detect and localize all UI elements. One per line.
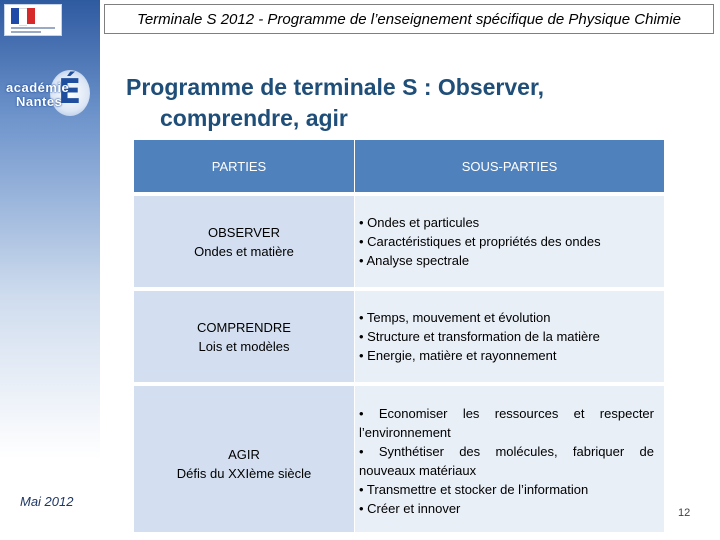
- table-row: [134, 291, 665, 386]
- header-bar: [104, 4, 714, 34]
- list-item: • Temps, mouvement et évolution: [359, 310, 551, 325]
- list-item: • Ondes et particules: [359, 215, 480, 230]
- partie-name: COMPRENDRE: [197, 319, 291, 335]
- slide-title: [126, 72, 646, 134]
- sous-parties-cell: [355, 291, 665, 386]
- list-item: • Energie, matière et rayonnement: [359, 348, 557, 363]
- table-row: [134, 196, 665, 291]
- republique-logo: [4, 4, 62, 36]
- list-item: • Transmettre et stocker de l’information: [359, 482, 589, 497]
- list-item: • Synthétiser des molécules, fabriquer de nouveaux matériaux: [359, 444, 654, 478]
- header-cell-parties: PARTIES: [134, 140, 355, 196]
- header-title: Terminale S 2012 - Programme de l’enseignement spécifique de Physique Chimie: [137, 10, 681, 28]
- sidebar-band: [0, 0, 100, 540]
- date-footer: Mai 2012: [20, 494, 74, 509]
- partie-subtitle: Ondes et matière: [194, 243, 294, 259]
- partie-cell: [134, 196, 355, 291]
- slide-title-line1: Programme de terminale S : Observer,: [126, 74, 545, 100]
- academie-nantes-logo: É académie Nantes: [6, 70, 90, 118]
- list-item: • Caractéristiques et propriétés des ondes: [359, 234, 601, 249]
- table-header-row: [134, 140, 665, 196]
- partie-name: AGIR: [228, 447, 260, 462]
- list-item: • Créer et innover: [359, 501, 461, 516]
- sous-parties-cell: [355, 196, 665, 291]
- partie-cell: [134, 386, 355, 536]
- sous-parties-cell: [355, 386, 665, 536]
- partie-subtitle: Défis du XXIème siècle: [176, 466, 312, 481]
- page-number: 12: [678, 507, 691, 519]
- partie-name: OBSERVER: [207, 224, 280, 240]
- list-item: • Analyse spectrale: [359, 253, 470, 268]
- programme-table: [134, 140, 665, 536]
- partie-subtitle: Lois et modèles: [198, 338, 290, 354]
- partie-cell: [134, 291, 355, 386]
- list-item: • Economiser les ressources et respecter l’environnement: [359, 406, 654, 440]
- slide-title-line2: comprendre, agir: [160, 105, 348, 131]
- header-cell-sous-parties: SOUS-PARTIES: [355, 140, 665, 196]
- table-row: [134, 386, 665, 536]
- list-item: • Structure et transformation de la matière: [359, 329, 600, 344]
